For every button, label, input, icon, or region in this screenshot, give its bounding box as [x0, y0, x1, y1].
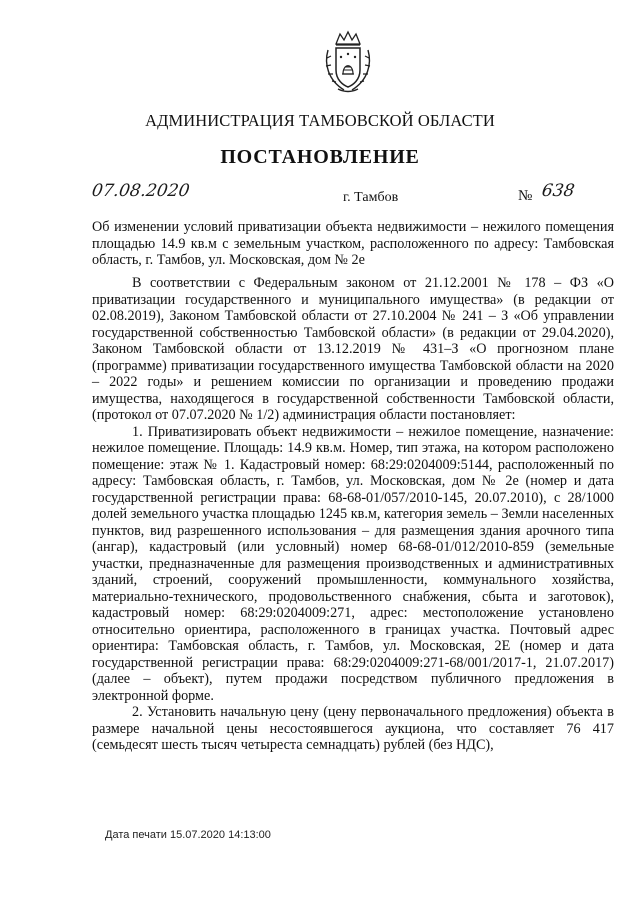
document-body: [92, 275, 614, 754]
organization-name: АДМИНИСТРАЦИЯ ТАМБОВСКОЙ ОБЛАСТИ: [145, 111, 495, 130]
item-1-paragraph: 1. Приватизировать объект недвижимости – нежилое помещение, назначение: нежилое помещение. Площадь: 14.9 кв.м. Номер, тип этажа, на котором расположено помещение: этаж № 1. Кадастровый номер: 68:29:0204009:5144, расположенный по адресу: Тамбовская область, г. Тамбов, ул. Московская, дом № 2е (номер и дата государственной регистрации права: 68-68-01/057/2010-145, 20.07.2010), с 28/1000 долей земельного участка площадью 1245 кв.м, категория земель – Земли населенных пунктов, вид разрешенного использования – для размещения здания арочного типа (ангар), кадастровый (или условный) номер 68-68-01/012/2010-859 (земельные участки, предназначенные для размещения производственных и административных зданий, строений, сооружений промышленности, коммунального хозяйства, материально-технического, продовольственного снабжения, сбыта и заготовок), кадастровый номер: 68:29:0204009:271, адрес: местоположение установлено относительно ориентира, расположенного в границах участка. Почтовый адрес ориентира: Тамбовская область, г. Тамбов, ул. Московская, 2Е (номер и дата государственной регистрации права: 68:29:0204009:271-68/001/2017-1, 21.07.2017) (далее – объект), путем продажи посредством публичного предложения в электронной форме.: [92, 423, 614, 704]
handwritten-date: 07.08.2020: [90, 181, 191, 201]
coat-of-arms-emblem: [322, 30, 374, 96]
handwritten-document-number: 638: [540, 181, 576, 201]
city-label: г. Тамбов: [343, 190, 399, 205]
document-number-label: №: [518, 188, 533, 204]
document-subject: Об изменении условий приватизации объекта недвижимости – нежилого помещения площадью 14.9 кв.м с земельным участком, расположенного по адресу: Тамбовская область, г. Тамбов, ул. Московская, дом № 2е: [92, 219, 614, 268]
document-type-title: ПОСТАНОВЛЕНИЕ: [220, 146, 420, 168]
preamble-paragraph: В соответствии с Федеральным законом от 21.12.2001 № 178 – ФЗ «О приватизации государственного и муниципального имущества» (в редакции от 02.08.2019), Законом Тамбовской области от 27.10.2004 № 241 – З «Об управлении государственной собственностью Тамбовской области» (в редакции от 29.04.2020), Законом Тамбовской области от 13.12.2019 № 431–З «О прогнозном плане (программе) приватизации государственного имущества Тамбовской области на 2020 – 2022 годы» и решением комиссии по организации и проведению продажи имущества, находящегося в государственной собственности Тамбовской области, (протокол от 07.07.2020 № 1/2) администрация области постановляет:: [92, 275, 614, 423]
item-2-paragraph: 2. Установить начальную цену (цену первоначального предложения) объекта в размере начальной цены несостоявшегося аукциона, что составляет 76 417 (семьдесят шесть тысяч четыреста семнадцать) рублей (без НДС),: [92, 704, 614, 753]
print-date-footer: Дата печати 15.07.2020 14:13:00: [105, 829, 271, 841]
